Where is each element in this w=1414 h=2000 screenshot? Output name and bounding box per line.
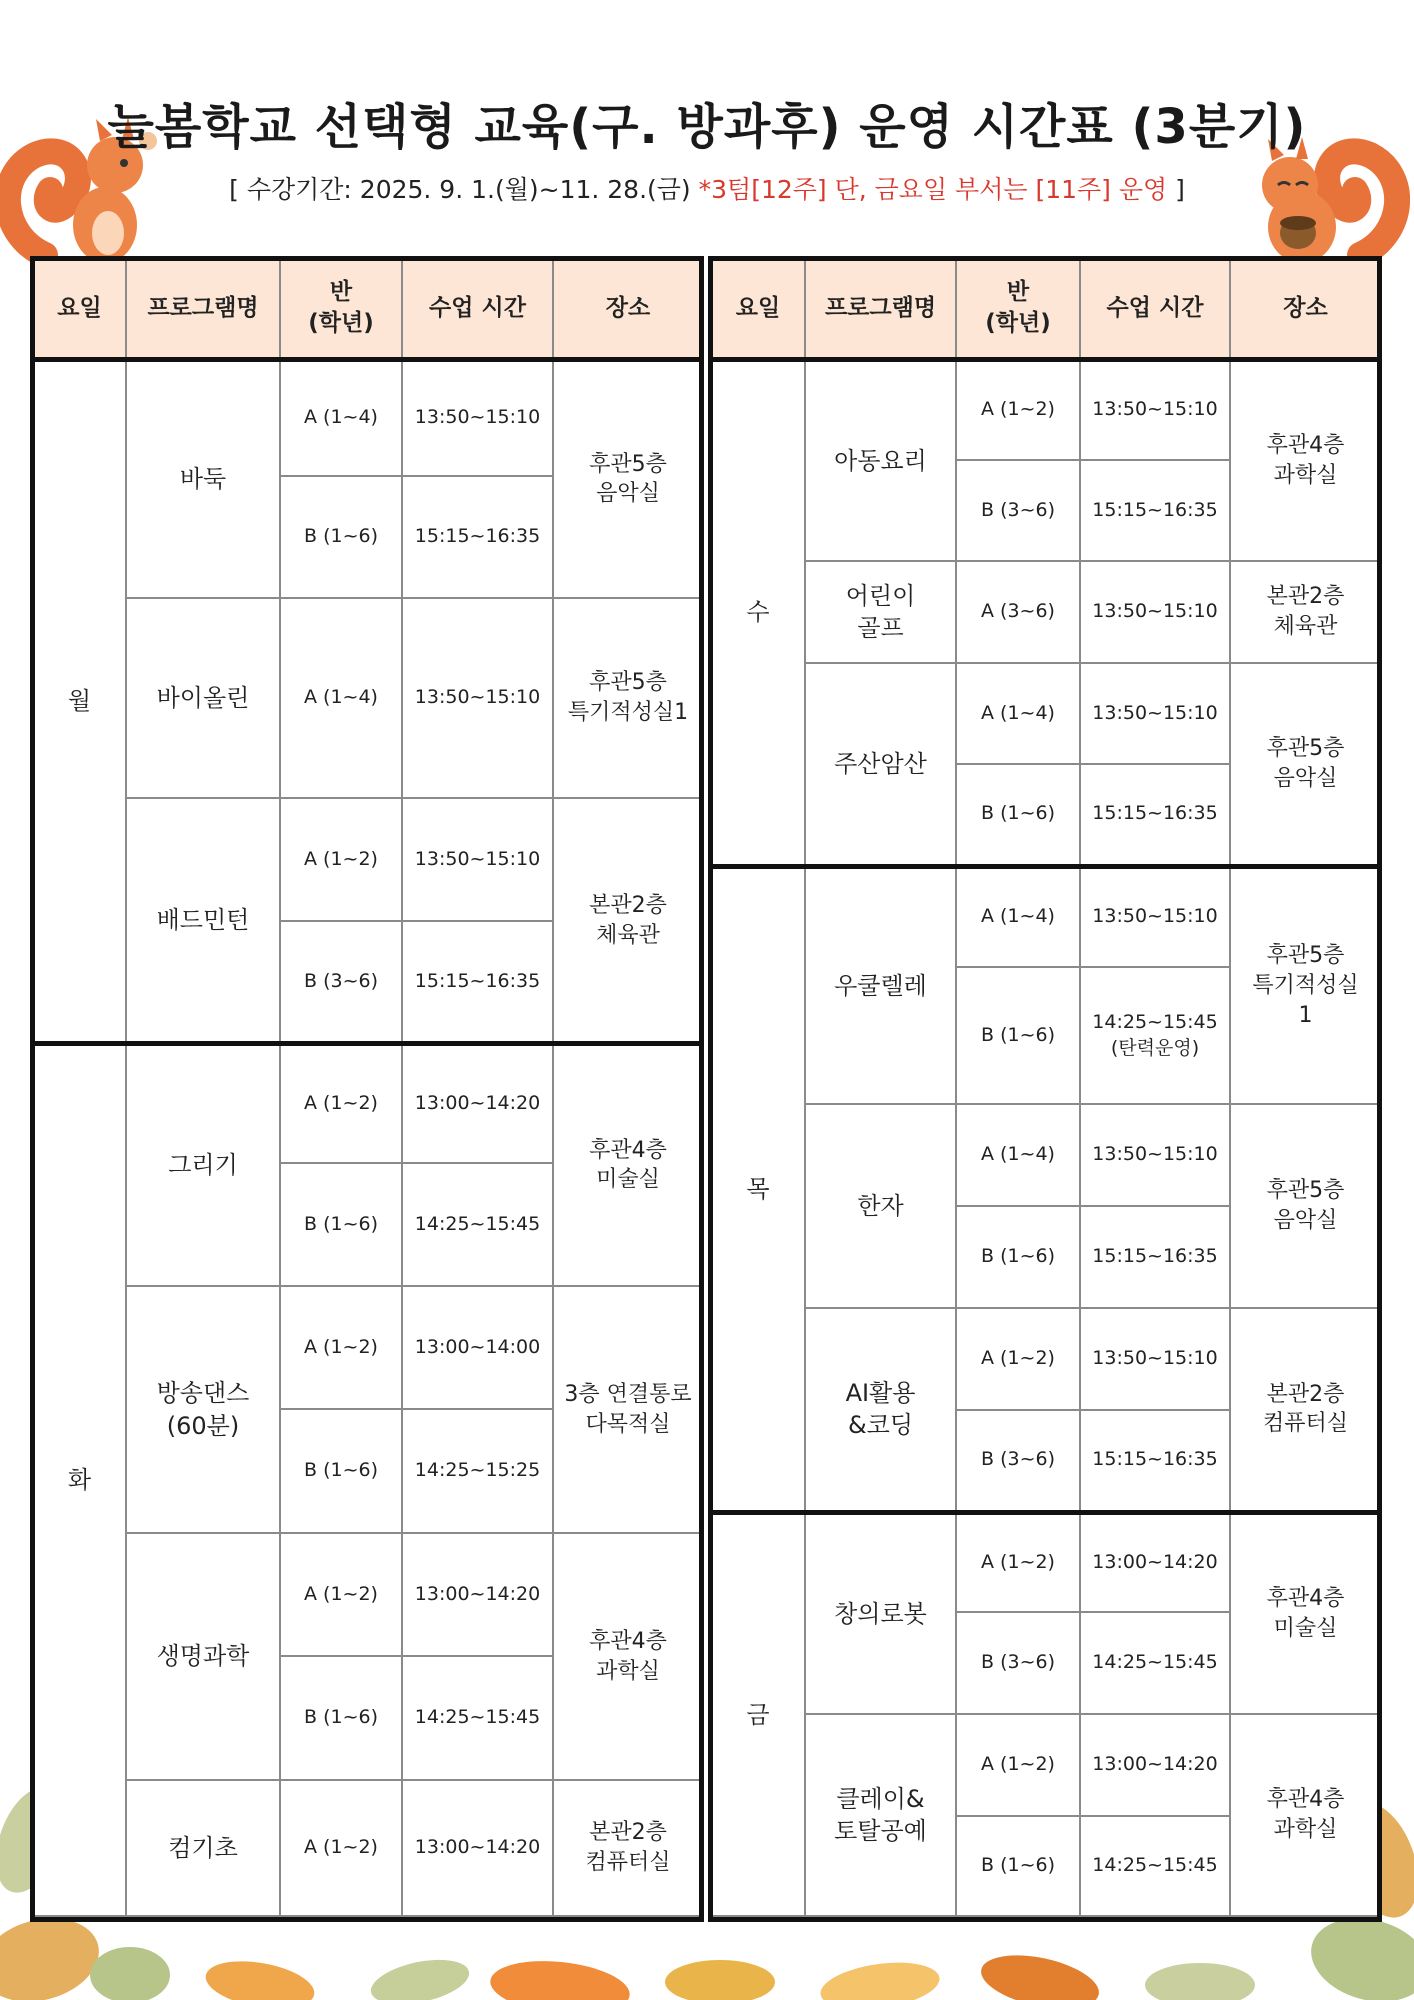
program-name: 생명과학 — [126, 1533, 280, 1780]
header-day: 요일 — [33, 259, 126, 359]
header-class: 반 (학년) — [280, 259, 402, 359]
table-row — [711, 866, 1381, 967]
class-cell: A (1~2) — [280, 1780, 402, 1916]
time-cell: 13:50~15:10 — [1080, 359, 1230, 460]
program-name: 방송댄스 (60분) — [126, 1286, 280, 1533]
table-row — [711, 1308, 1381, 1410]
table-row — [33, 1043, 703, 1163]
day-cell-wed: 수 — [711, 359, 805, 866]
header-place: 장소 — [553, 259, 703, 359]
time-cell: 13:00~14:20 — [1080, 1512, 1230, 1612]
table-row — [711, 663, 1381, 764]
time-cell: 13:00~14:20 — [402, 1780, 553, 1916]
class-cell: B (1~6) — [956, 1206, 1080, 1308]
header-time: 수업 시간 — [1080, 259, 1230, 359]
class-cell: B (3~6) — [956, 1612, 1080, 1714]
class-cell: B (1~6) — [956, 764, 1080, 866]
program-name: 창의로봇 — [805, 1512, 956, 1714]
time-cell: 15:15~16:35 — [1080, 1410, 1230, 1512]
class-cell: A (1~4) — [956, 1104, 1080, 1206]
class-cell: A (1~4) — [956, 866, 1080, 967]
page-title: 늘봄학교 선택형 교육(구. 방과후) 운영 시간표 (3분기) — [107, 99, 1307, 155]
time-cell: 13:50~15:10 — [402, 798, 553, 921]
program-name: 우쿨렐레 — [805, 866, 956, 1104]
class-cell: A (1~2) — [280, 1043, 402, 1163]
program-name: 주산암산 — [805, 663, 956, 866]
program-name: 배드민턴 — [126, 798, 280, 1043]
class-cell: B (1~6) — [956, 1816, 1080, 1916]
class-cell: B (1~6) — [280, 1409, 402, 1533]
class-cell: B (1~6) — [280, 476, 402, 598]
table-header-row — [711, 259, 1381, 359]
class-cell: B (3~6) — [956, 460, 1080, 561]
class-cell: B (3~6) — [956, 1410, 1080, 1512]
place-cell: 본관2층 체육관 — [553, 798, 703, 1043]
time-cell: 14:25~15:45 — [402, 1656, 553, 1780]
table-row — [33, 1286, 703, 1409]
program-name: 어린이 골프 — [805, 561, 956, 663]
table-row — [711, 359, 1381, 460]
program-name: 그리기 — [126, 1043, 280, 1286]
operation-note: *3텀[12주] 단, 금요일 부서는 [11주] 운영 — [698, 175, 1168, 204]
place-cell: 후관4층 과학실 — [1230, 1714, 1381, 1916]
time-cell: 13:50~15:10 — [402, 359, 553, 476]
time-cell: 13:50~15:10 — [402, 598, 553, 798]
day-cell-thu: 목 — [711, 866, 805, 1512]
class-cell: A (1~2) — [280, 798, 402, 921]
time-cell: 14:25~15:45 — [1080, 1816, 1230, 1916]
time-cell: 14:25~15:45 (탄력운영) — [1080, 967, 1230, 1104]
class-cell: A (1~2) — [956, 1714, 1080, 1816]
schedule-table-left — [32, 258, 704, 1917]
time-cell: 13:50~15:10 — [1080, 663, 1230, 764]
place-cell: 후관5층 음악실 — [553, 359, 703, 598]
place-cell: 후관5층 음악실 — [1230, 663, 1381, 866]
header-place: 장소 — [1230, 259, 1381, 359]
place-cell: 후관5층 특기적성실1 — [553, 598, 703, 798]
header-day: 요일 — [711, 259, 805, 359]
table-row — [33, 1780, 703, 1916]
place-cell: 후관4층 과학실 — [1230, 359, 1381, 561]
class-cell: B (1~6) — [956, 967, 1080, 1104]
table-row — [33, 1533, 703, 1656]
program-name: 바이올린 — [126, 598, 280, 798]
table-header-row — [33, 259, 703, 359]
program-name: 바둑 — [126, 359, 280, 598]
class-cell: A (1~2) — [956, 1512, 1080, 1612]
day-cell-tue: 화 — [33, 1043, 126, 1916]
class-cell: A (1~4) — [280, 359, 402, 476]
time-cell: 13:50~15:10 — [1080, 1104, 1230, 1206]
class-cell: B (1~6) — [280, 1163, 402, 1286]
place-cell: 후관4층 과학실 — [553, 1533, 703, 1780]
class-cell: A (1~2) — [956, 1308, 1080, 1410]
program-name: 한자 — [805, 1104, 956, 1308]
place-cell: 본관2층 컴퓨터실 — [1230, 1308, 1381, 1512]
time-cell: 15:15~16:35 — [402, 476, 553, 598]
table-row — [33, 598, 703, 798]
time-cell: 13:50~15:10 — [1080, 866, 1230, 967]
day-cell-mon: 월 — [33, 359, 126, 1043]
day-cell-fri: 금 — [711, 1512, 805, 1916]
time-cell: 14:25~15:45 — [1080, 1612, 1230, 1714]
program-name: 컴기초 — [126, 1780, 280, 1916]
time-cell: 13:00~14:00 — [402, 1286, 553, 1409]
place-cell: 본관2층 컴퓨터실 — [553, 1780, 703, 1916]
header-program: 프로그램명 — [805, 259, 956, 359]
time-cell: 15:15~16:35 — [1080, 1206, 1230, 1308]
place-cell: 후관4층 미술실 — [1230, 1512, 1381, 1714]
schedule-table-right — [710, 258, 1382, 1917]
time-cell: 13:00~14:20 — [1080, 1714, 1230, 1816]
time-cell: 13:00~14:20 — [402, 1533, 553, 1656]
time-cell: 13:50~15:10 — [1080, 1308, 1230, 1410]
place-cell: 본관2층 체육관 — [1230, 561, 1381, 663]
place-cell: 후관4층 미술실 — [553, 1043, 703, 1286]
table-row — [711, 1104, 1381, 1206]
table-row — [711, 561, 1381, 663]
table-row — [33, 359, 703, 476]
table-row — [711, 1714, 1381, 1816]
place-cell: 3층 연결통로 다목적실 — [553, 1286, 703, 1533]
place-cell: 후관5층 음악실 — [1230, 1104, 1381, 1308]
header-class: 반 (학년) — [956, 259, 1080, 359]
program-name: AI활용 &코딩 — [805, 1308, 956, 1512]
table-row — [33, 798, 703, 921]
program-name: 클레이& 토탈공예 — [805, 1714, 956, 1916]
time-cell: 15:15~16:35 — [1080, 764, 1230, 866]
time-cell: 14:25~15:25 — [402, 1409, 553, 1533]
time-cell: 14:25~15:45 — [402, 1163, 553, 1286]
time-cell: 13:00~14:20 — [402, 1043, 553, 1163]
program-name: 아동요리 — [805, 359, 956, 561]
time-cell: 15:15~16:35 — [1080, 460, 1230, 561]
class-cell: A (1~4) — [956, 663, 1080, 764]
period-subtitle: [ 수강기간: 2025. 9. 1.(월)~11. 28.(금) *3텀[12주] 단, 금요일 부서는 [11주] 운영 ] — [229, 175, 1185, 204]
header-time: 수업 시간 — [402, 259, 553, 359]
class-cell: A (1~2) — [280, 1286, 402, 1409]
class-cell: A (1~4) — [280, 598, 402, 798]
class-cell: B (1~6) — [280, 1656, 402, 1780]
table-row — [711, 1512, 1381, 1612]
class-cell: A (1~2) — [280, 1533, 402, 1656]
place-cell: 후관5층 특기적성실 1 — [1230, 866, 1381, 1104]
class-cell: A (3~6) — [956, 561, 1080, 663]
time-cell: 15:15~16:35 — [402, 921, 553, 1043]
header-program: 프로그램명 — [126, 259, 280, 359]
class-cell: B (3~6) — [280, 921, 402, 1043]
time-cell: 13:50~15:10 — [1080, 561, 1230, 663]
class-cell: A (1~2) — [956, 359, 1080, 460]
